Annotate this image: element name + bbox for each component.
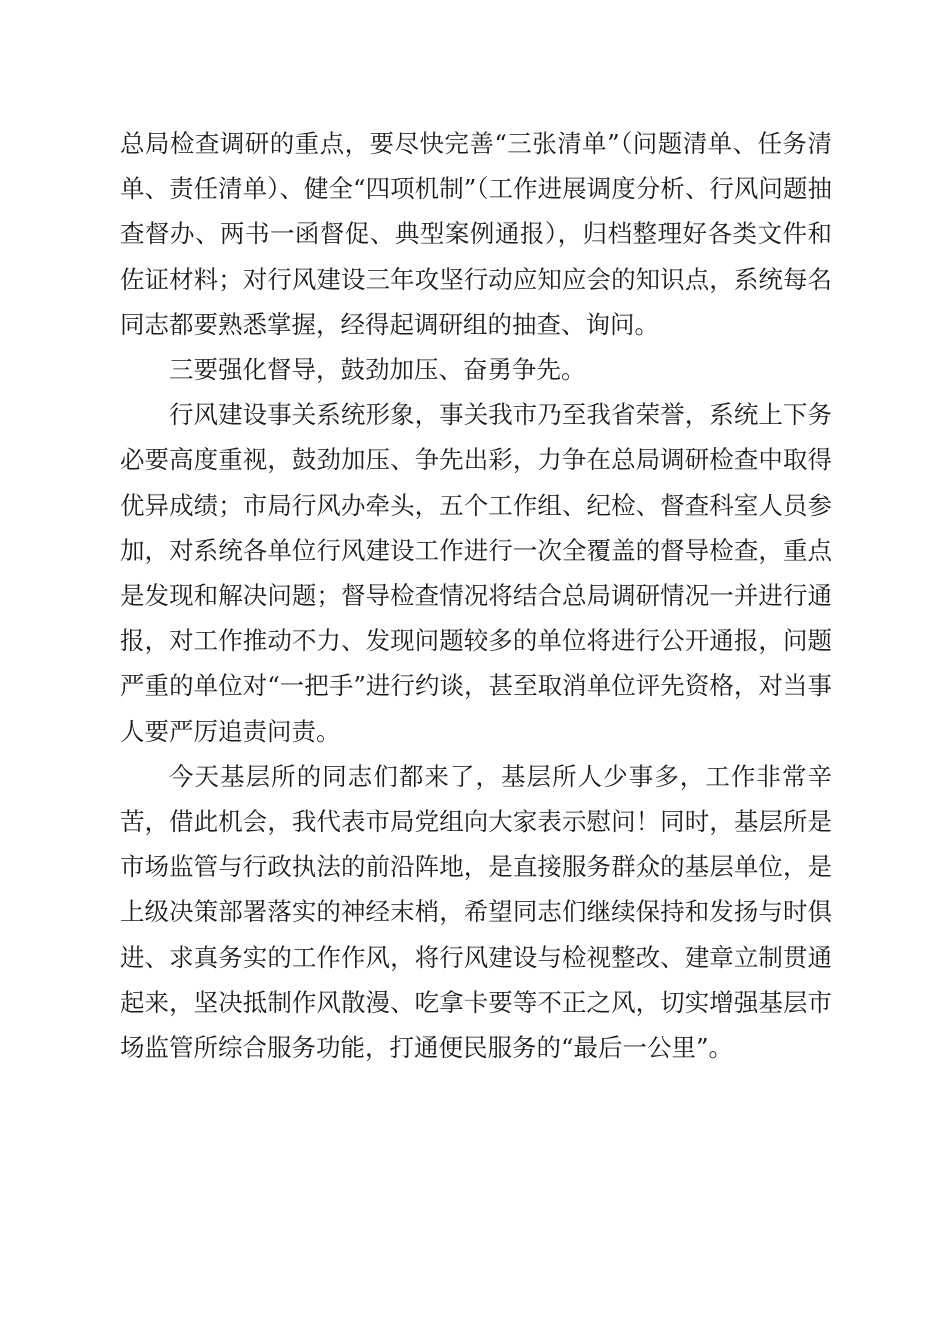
paragraph-grassroots: 今天基层所的同志们都来了，基层所人少事多，工作非常辛苦，借此机会，我代表市局党组向大家表示慰问！同时，基层所是市场监管与行政执法的前沿阵地，是直接服务群众的基层单位，是上级决策部署落实的神经末梢，希望同志们继续保持和发扬与时俱进、求真务实的工作作风，将行风建设与检视整改、建章立制贯通起来，坚决抵制作风散漫、吃拿卡要等不正之风，切实增强基层市场监管所综合服务功能，打通便民服务的“最后一公里”。 (120, 761, 832, 1063)
paragraph-heading-three: 三要强化督导，鼓劲加压、奋勇争先。 (169, 355, 586, 385)
paragraph-supervision: 行风建设事关系统形象，事关我市乃至我省荣誉，系统上下务必要高度重视，鼓劲加压、争先出彩，力争在总局调研检查中取得优异成绩；市局行风办牵头，五个工作组、纪检、督查科室人员参加，对系统各单位行风建设工作进行一次全覆盖的督导检查，重点是发现和解决问题；督导检查情况将结合总局调研情况一并进行通报，对工作推动不力、发现问题较多的单位将进行公开通报，问题严重的单位对“一把手”进行约谈，甚至取消单位评先资格，对当事人要严厉追责问责。 (120, 400, 832, 746)
paragraph-continuation: 总局检查调研的重点，要尽快完善“三张清单”（问题清单、任务清单、责任清单）、健全“四项机制”（工作进展调度分析、行风问题抽查督办、两书一函督促、典型案例通报），归档整理好各类文件和佐证材料；对行风建设三年攻坚行动应知应会的知识点，系统每名同志都要熟悉掌握，经得起调研组的抽查、询问。 (120, 129, 832, 339)
document-body (120, 121, 832, 1070)
